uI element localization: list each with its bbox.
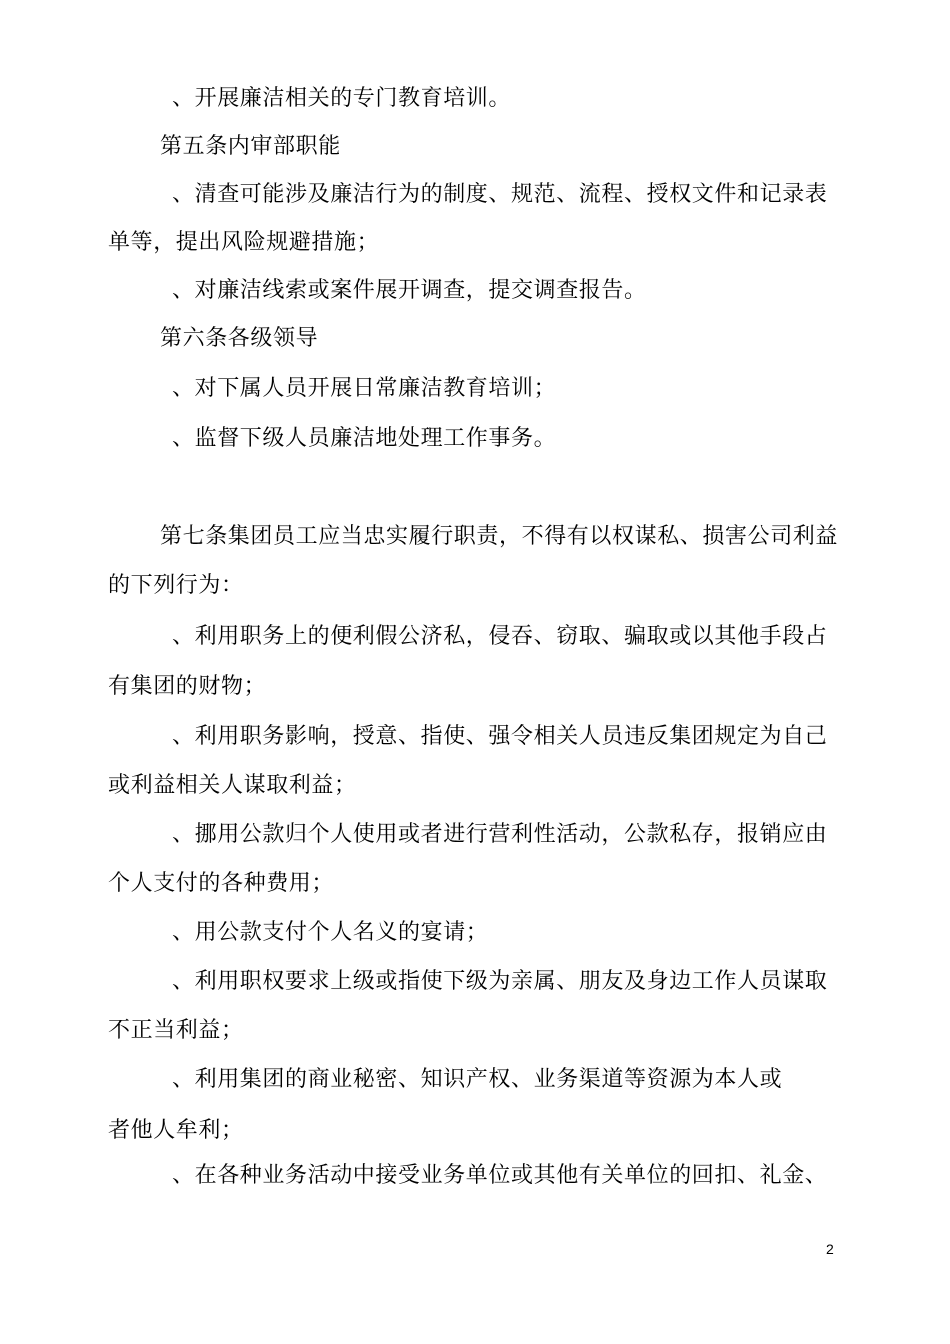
article-heading: 第六条各级领导 [160, 326, 319, 351]
list-item-continuation: 或利益相关人谋取利益； [108, 773, 357, 798]
page-number: 2 [826, 1241, 834, 1257]
list-item: 、利用集团的商业秘密、知识产权、业务渠道等资源为本人或 [172, 1067, 783, 1092]
article-paragraph: 第七条集团员工应当忠实履行职责，不得有以权谋私、损害公司利益 [160, 524, 839, 549]
article-paragraph-continuation: 的下列行为： [108, 573, 244, 598]
list-item: 、用公款支付个人名义的宴请； [172, 920, 489, 945]
article-heading: 第五条内审部职能 [160, 134, 341, 159]
list-item: 、对廉洁线索或案件展开调查，提交调查报告。 [172, 278, 647, 303]
list-item: 、利用职务影响，授意、指使、强令相关人员违反集团规定为自己 [172, 724, 828, 749]
list-item-continuation: 者他人牟利； [108, 1118, 244, 1143]
list-item-continuation: 不正当利益； [108, 1018, 244, 1043]
list-item-continuation: 有集团的财物； [108, 674, 267, 699]
list-item: 、利用职权要求上级或指使下级为亲属、朋友及身边工作人员谋取 [172, 969, 828, 994]
list-item: 、挪用公款归个人使用或者进行营利性活动，公款私存，报销应由 [172, 822, 828, 847]
list-item-continuation: 单等，提出风险规避措施； [108, 230, 380, 255]
list-item: 、利用职务上的便利假公济私，侵吞、窃取、骗取或以其他手段占 [172, 624, 828, 649]
list-item: 、监督下级人员廉洁地处理工作事务。 [172, 426, 557, 451]
list-item: 、对下属人员开展日常廉洁教育培训； [172, 376, 557, 401]
list-item: 、清查可能涉及廉洁行为的制度、规范、流程、授权文件和记录表 [172, 182, 828, 207]
list-item: 、在各种业务活动中接受业务单位或其他有关单位的回扣、礼金、 [172, 1163, 828, 1188]
list-item-continuation: 个人支付的各种费用； [108, 871, 335, 896]
list-item: 、开展廉洁相关的专门教育培训。 [172, 86, 512, 111]
